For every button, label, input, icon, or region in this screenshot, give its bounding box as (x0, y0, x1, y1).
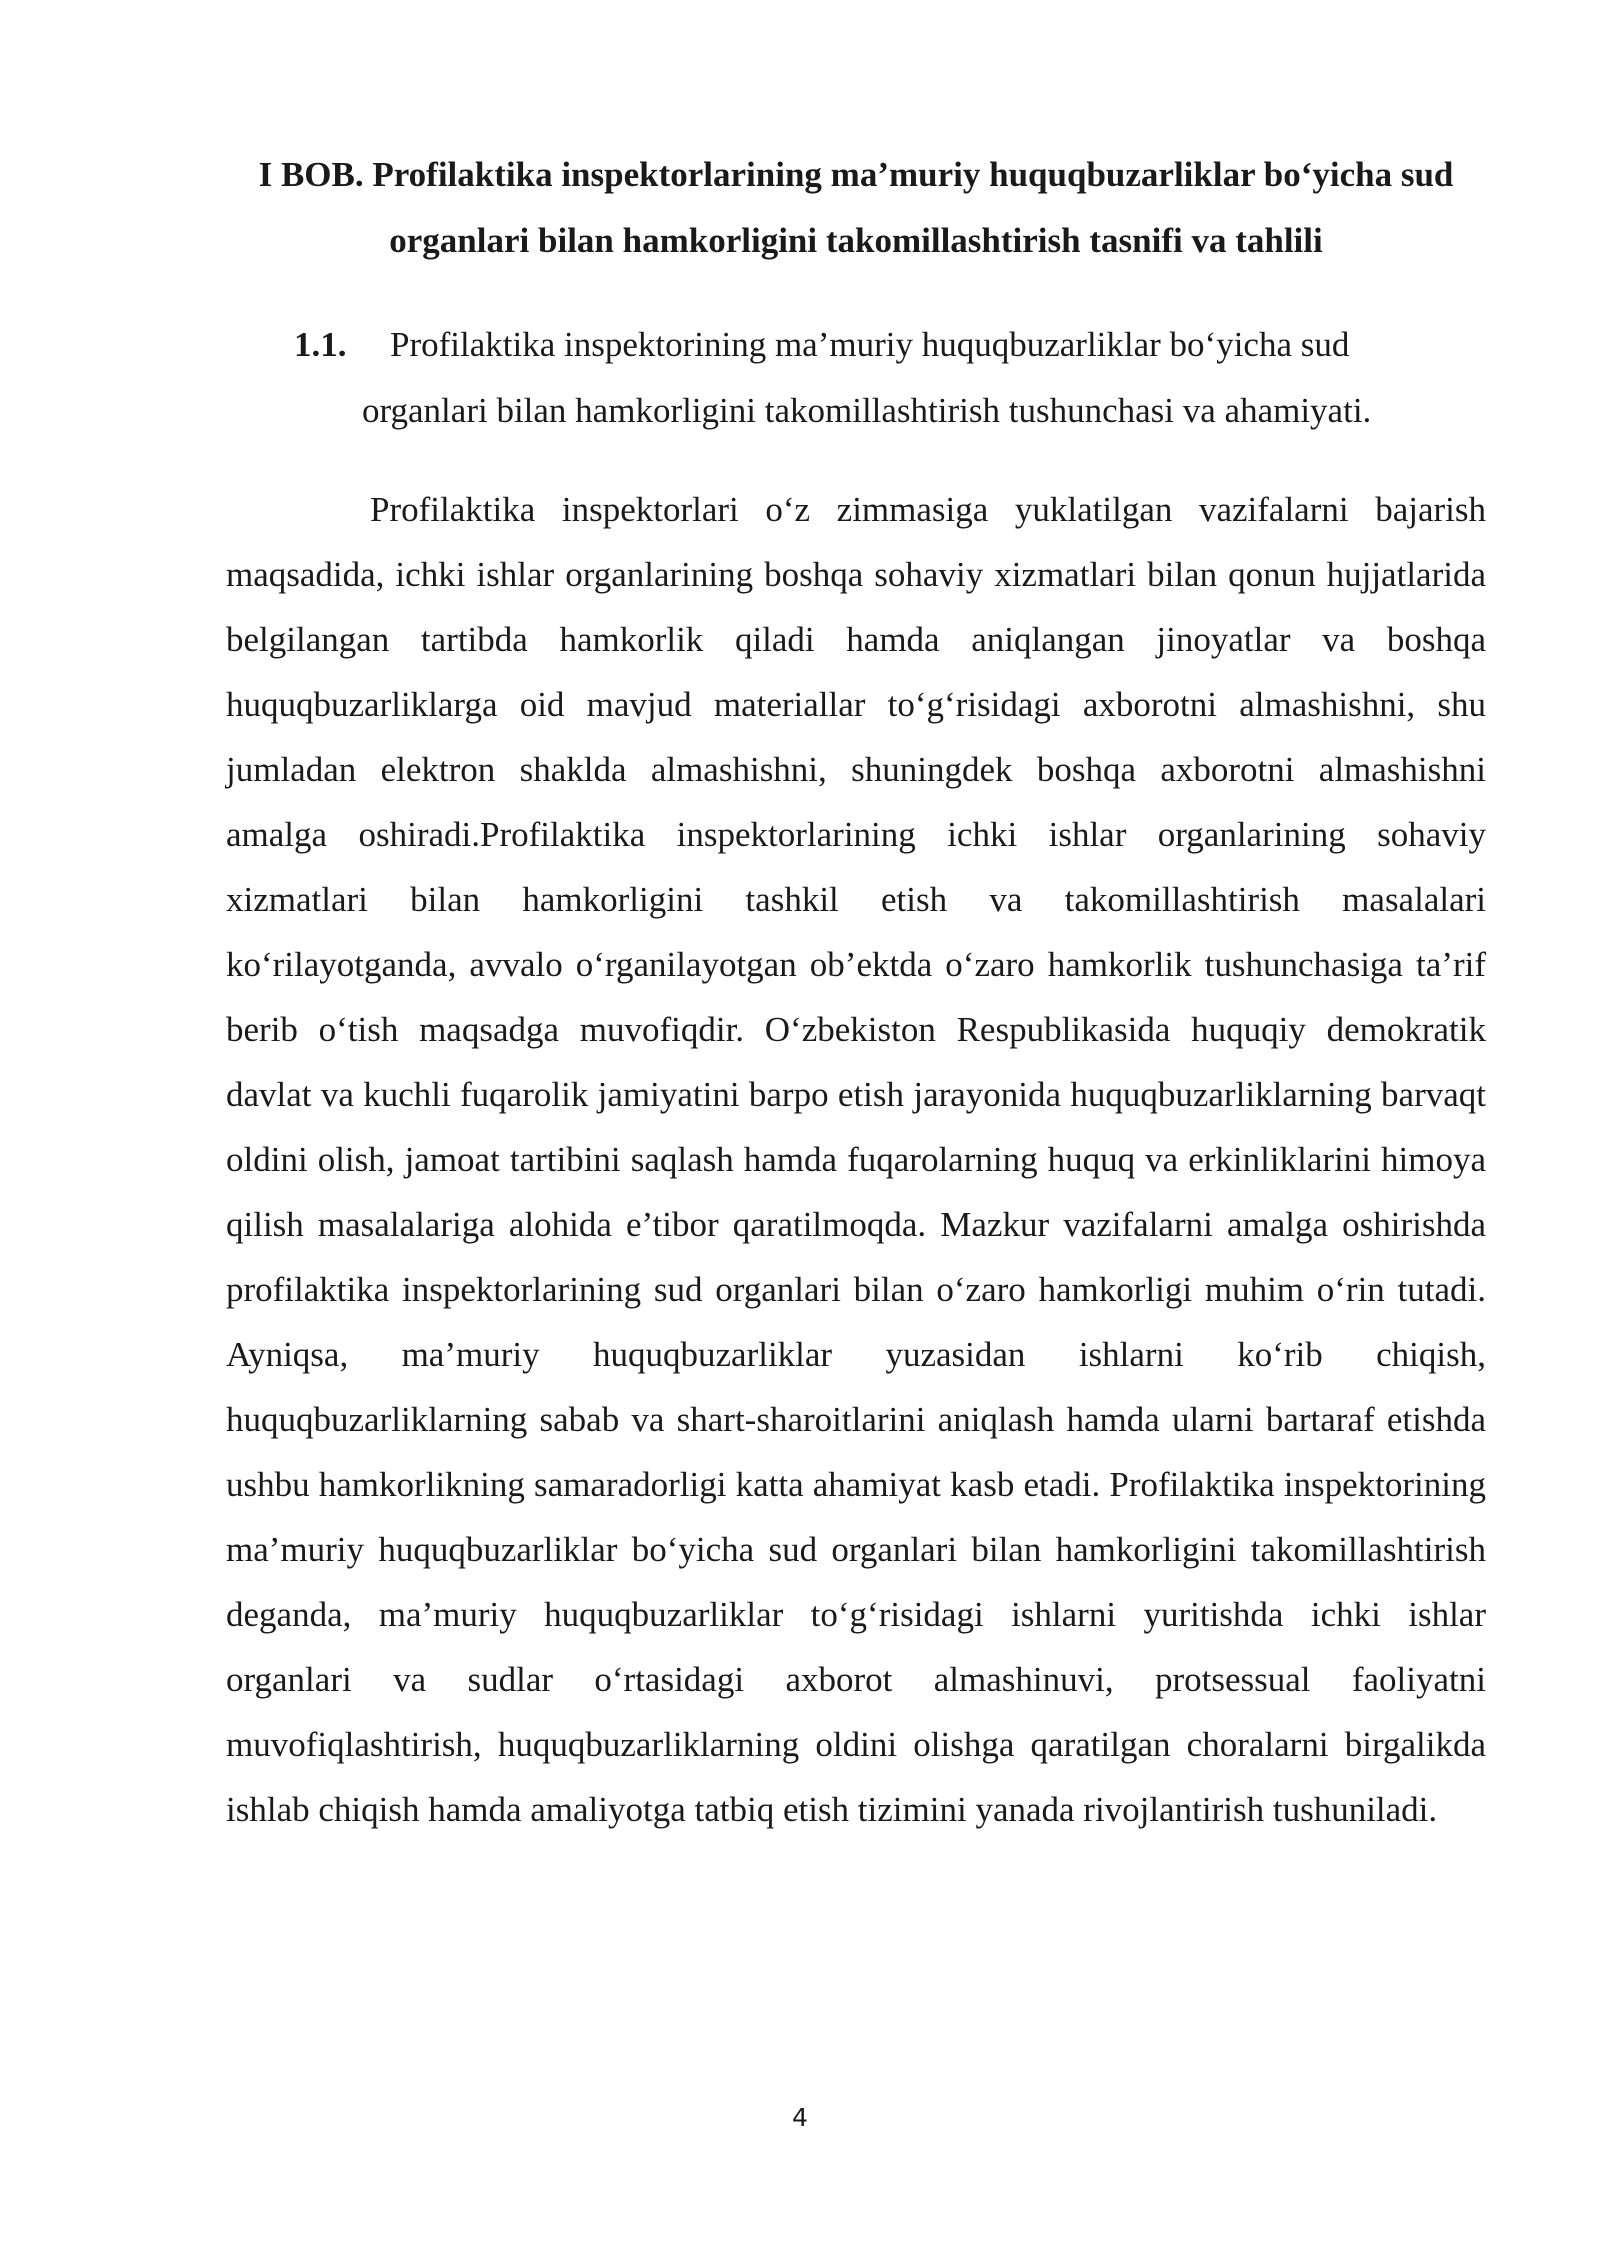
section-title-line1: Profilaktika inspektorining ma’muriy huquqbuzarliklar bo‘yicha sud (390, 325, 1350, 364)
chapter-title: I BOB. Profilaktika inspektorlarining ma’muriy huquqbuzarliklar bo‘yicha sud organlari bilan hamkorligini takomillashtirish tasnifi va tahlili (258, 155, 1454, 260)
page-number: 4 (792, 2103, 808, 2132)
section-number: 1.1. (294, 325, 347, 364)
section-heading (226, 312, 1486, 444)
section-title-line2: organlari bilan hamkorligini takomillashtirish tushunchasi va ahamiyati. (362, 391, 1372, 430)
body-paragraph: Profilaktika inspektorlari o‘z zimmasiga yuklatilgan vazifalarni bajarish maqsadida, ichki ishlar organlarining boshqa sohaviy xizmatlari bilan qonun hujjatlarida belgilangan tartibda hamkorlik qiladi hamda aniqlangan jinoyatlar va boshqa huquqbuzarliklarga oid mavjud materiallar to‘g‘risidagi axborotni almashishni, shu jumladan elektron shaklda almashishni, shuningdek boshqa axborotni almashishni amalga oshiradi.Profilaktika inspektorlarining ichki ishlar organlarining sohaviy xizmatlari bilan hamkorligini tashkil etish va takomillashtirish masalalari ko‘rilayotganda, avvalo o‘rganilayotgan ob’ektda o‘zaro hamkorlik tushunchasiga ta’rif berib o‘tish maqsadga muvofiqdir. O‘zbekiston Respublikasida huquqiy demokratik davlat va kuchli fuqarolik jamiyatini barpo etish jarayonida huquqbuzarliklarning barvaqt oldini olish, jamoat tartibini saqlash hamda fuqarolarning huquq va erkinliklarini himoya qilish masalalariga alohida e’tibor qaratilmoqda. Mazkur vazifalarni amalga oshirishda profilaktika inspektorlarining sud organlari bilan o‘zaro hamkorligi muhim o‘rin tutadi. Ayniqsa, ma’muriy huquqbuzarliklar yuzasidan ishlarni ko‘rib chiqish, huquqbuzarliklarning sabab va shart-sharoitlarini aniqlash hamda ularni bartaraf etishda ushbu hamkorlikning samaradorligi katta ahamiyat kasb etadi. Profilaktika inspektorining ma’muriy huquqbuzarliklar bo‘yicha sud organlari bilan hamkorligini takomillashtirish deganda, ma’muriy huquqbuzarliklar to‘g‘risidagi ishlarni yuritishda ichki ishlar organlari va sudlar o‘rtasidagi axborot almashinuvi, protsessual faoliyatni muvofiqlashtirish, huquqbuzarliklarning oldini olishga qaratilgan choralarni birgalikda ishlab chiqish hamda amaliyotga tatbiq etish tizimini yanada rivojlantirish tushuniladi. (226, 490, 1486, 1829)
section-heading-line1 (226, 312, 1486, 378)
